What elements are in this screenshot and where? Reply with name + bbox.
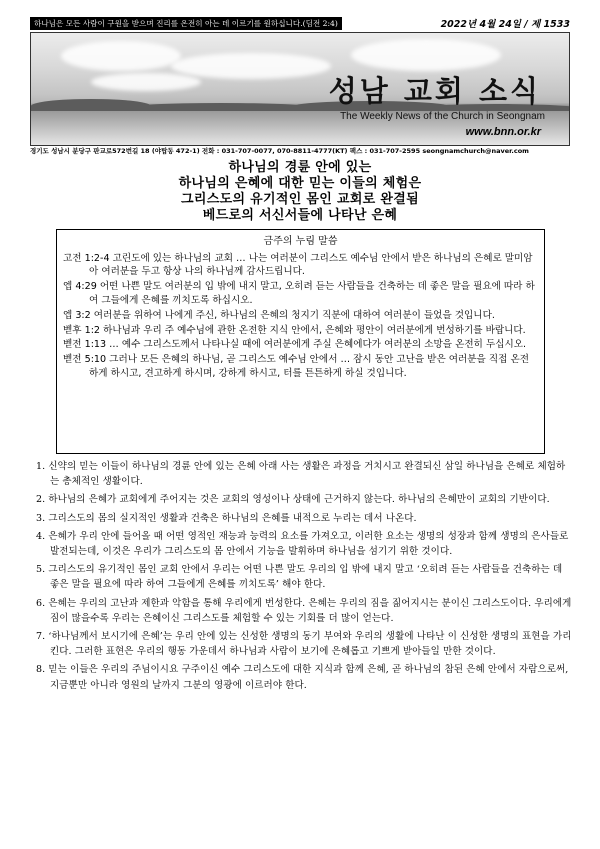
point-item: 3. 그리스도의 몸의 실지적인 생활과 건축은 하나님의 은혜를 내적으로 누리는 데서 나온다. — [36, 512, 417, 524]
website-link[interactable]: www.bnn.or.kr — [465, 126, 541, 138]
scripture-box-title: 금주의 누림 말씀 — [263, 236, 338, 247]
headline-line: 베드로의 서신서들에 나타난 은혜 — [202, 208, 398, 223]
point-item: 7. ‘하나님께서 보시기에 은혜’는 우리 안에 있는 신성한 생명의 동기 부여와 우리의 생활에 나타난 이 신성한 생명의 표현을 가리킨다. 그러한 표현은 우리의 행동 가운데서 하나님과 사람이 보기에 은혜롭고 기쁘게 받아들일 만한 것이다. — [36, 631, 572, 658]
headline — [30, 160, 570, 224]
issue-date-number: 2022년 4월 24일 / 제 1533 — [440, 19, 570, 30]
scripture-verse: 엡 4:29 어떤 나쁜 말도 여러분의 입 밖에 내지 말고, 오히려 듣는 사람들을 건축하는 데 좋은 말을 필요에 따라 하여 그들에게 은혜를 끼치도록 하십시오. — [63, 281, 535, 306]
headline-line: 하나님의 경륜 안에 있는 — [228, 160, 372, 175]
newsletter-title: 성남 교회 소식 — [328, 74, 541, 108]
scripture-verse: 벧전 5:10 그러나 모든 은혜의 하나님, 곧 그리스도 예수님 안에서 … 잠시 동안 고난을 받은 여러분을 직접 온전하게 하시고, 견고하게 하시며, 강하게 하시고, 터를 튼튼하게 하실 것입니다. — [63, 354, 529, 379]
header-verse: 하나님은 모든 사람이 구원을 받으며 진리를 온전히 아는 데 이르기를 원하십니다.(딤전 2:4) — [30, 17, 342, 30]
point-item: 2. 하나님의 은혜가 교회에게 주어지는 것은 교회의 영성이나 상태에 근거하지 않는다. 하나님의 은혜만이 교회의 기반이다. — [36, 494, 550, 506]
top-line — [30, 15, 570, 31]
message-points — [36, 459, 574, 696]
newsletter-subtitle: The Weekly News of the Church in Seongnam — [340, 111, 545, 122]
headline-line: 하나님의 은혜에 대한 믿는 이들의 체험은 — [178, 176, 422, 191]
masthead-banner — [30, 32, 570, 146]
point-item: 8. 믿는 이들은 우리의 주님이시요 구주이신 예수 그리스도에 대한 지식과 함께 은혜, 곧 하나님의 참된 은혜 안에서 자람으로써, 지금뿐만 아니라 영원의 날까지 그분의 영광에 이르러야 한다. — [36, 664, 569, 691]
scripture-verse: 벧전 1:13 … 예수 그리스도께서 나타나실 때에 여러분에게 주실 은혜에다가 여러분의 소망을 온전히 두십시오. — [63, 339, 527, 351]
point-item: 6. 은혜는 우리의 고난과 제한과 악함을 통해 우리에게 번성한다. 은혜는 우리의 짐을 짊어지시는 분이신 그리스도이다. 우리에게 짐이 많을수록 우리는 은혜이신 그리스도를 체험할 수 있는 기회를 더 많이 얻는다. — [36, 597, 572, 624]
scripture-verse: 고전 1:2-4 고린도에 있는 하나님의 교회 … 나는 여러분이 그리스도 예수님 안에서 받은 하나님의 은혜로 말미암아 여러분을 두고 항상 나의 하나님께 감사드립니다. — [63, 253, 533, 278]
point-item: 5. 그리스도의 유기적인 몸인 교회 안에서 우리는 어떤 나쁜 말도 우리의 입 밖에 내지 말고 ‘오히려 듣는 사람들을 건축하는 데 좋은 말을 필요에 따라 하여 그들에게 은혜를 끼치도록’ 해야 한다. — [36, 564, 563, 591]
scripture-box — [56, 229, 545, 454]
scripture-verse: 벧후 1:2 하나님과 우리 주 예수님에 관한 온전한 지식 안에서, 은혜와 평안이 여러분에게 번성하기를 바랍니다. — [63, 324, 526, 336]
point-item: 1. 신약의 믿는 이들이 하나님의 경륜 안에 있는 은혜 아래 사는 생활은 과정을 거치시고 완결되신 삼일 하나님을 은혜로 체험하는 총체적인 생활이다. — [36, 461, 566, 488]
contact-info: 경기도 성남시 분당구 판교로572번길 18 (야탑동 472-1) 전화 : 031-707-0077, 070-8811-4777(KT) 팩스 : 031-707-2595 seongnamchurch@naver.com — [30, 147, 529, 155]
headline-line: 그리스도의 유기적인 몸인 교회로 완결됨 — [181, 192, 419, 207]
scripture-verse: 엡 3:2 여러분을 위하여 나에게 주신, 하나님의 은혜의 청지기 직분에 대하여 여러분이 들었을 것입니다. — [63, 309, 495, 321]
point-item: 4. 은혜가 우리 안에 들어올 때 어떤 영적인 재능과 능력의 요소를 가져오고, 이러한 요소는 생명의 성장과 함께 생명의 은사들로 발전되는데, 이것은 우리가 그리스도의 몸 안에서 기능을 발휘하며 하나님을 섬기기 위한 것이다. — [36, 530, 569, 558]
